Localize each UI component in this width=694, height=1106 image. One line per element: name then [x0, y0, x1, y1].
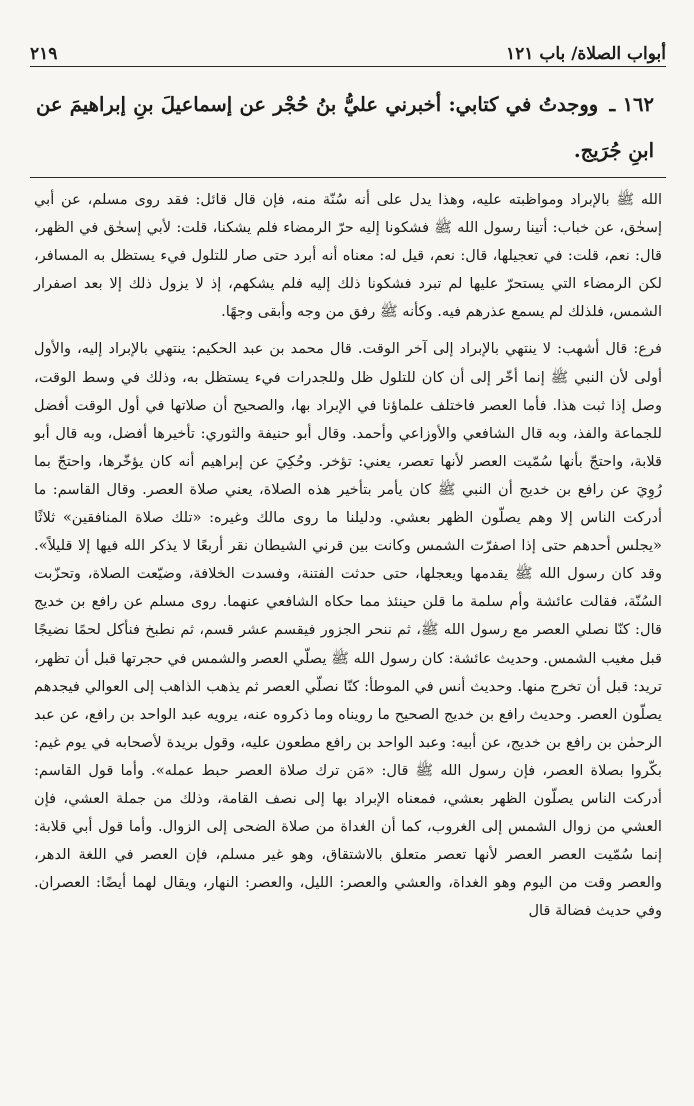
- commentary-paragraph-1: الله ﷺ بالإبراد ومواظبته عليه، وهذا يدل على أنه سُنّة منه، فإن قال قائل: فقد روى مسلم، عن أبي إسحٰق، عن خباب: أتينا رسول الله ﷺ فشكونا إليه حرّ الرمضاء فلم يشكنا، قلت: لأبي إسحٰق في الظهر، قال: نعم، قلت: في تعجيلها، قال: نعم، قيل له: معناه أنه أبرد حتى صار للتلول فيء يستظل به المسافر، لكن الرمضاء التي يستحرّ عليها لم تبرد فشكونا ذلك إليه فلم يشكهم، إذ لا يزول ذلك إلا بعد اصفرار الشمس، فلذلك لم يسمع عذرهم فيه. وكأنه ﷺ رفق من وجه وأبقى وجهًا.: [34, 191, 662, 321]
- commentary-divider: [30, 177, 666, 178]
- hadith-text: [36, 82, 654, 174]
- hadith-body: في كتابي: أخبرني عليُّ بنُ حُجْر عن إسماعيلَ بنِ إبراهيمَ عن ابنِ جُرَيج.: [36, 93, 654, 162]
- chapter-title: أبواب الصلاة/ باب ١٢١: [506, 44, 666, 64]
- commentary-paragraph-2-text: قال أشهب: لا ينتهي بالإبراد إلى آخر الوقت. قال محمد بن عبد الحكيم: ينتهي بالإبراد إليه، والأول أولى لأن النبي ﷺ إنما أخّر إلى أن كان للتلول ظل وللجدرات فيء يستظل به، وذلك في وسط الوقت، وصل إذا ثبت هذا. فأما العصر فاختلف علماؤنا في الإبراد بها، والصحيح أن صلاتها في أول الوقت أفضل للجماعة والفذ، وبه قال الشافعي والأوزاعي وأحمد. وقال أبو حنيفة والثوري: تأخيرها أفضل، وبه قال أبو قلابة، واحتجّ بأنها سُمّيت العصر لأنها تعصر، يعني: تؤخر. وحُكِيَ عن إبراهيم أنه كان يؤخّرها، واحتجّ بما رُوِيَ عن رافع بن خديج أن النبي ﷺ كان يأمر بتأخير هذه الصلاة، يعني صلاة العصر. وقال القاسم: ما أدركت الناس إلا وهم يصلّون الظهر بعشي. ودليلنا ما روى مالك وغيره: «تلك صلاة المنافقين» ثلاثًا «يجلس أحدهم حتى إذا اصفرّت الشمس وكانت بين قرني الشيطان نقر أربعًا لا يذكر الله فيها إلا قليلاً». وقد كان رسول الله ﷺ يقدمها ويعجلها، حتى حدثت الفتنة، وفسدت الخلافة، وضيّعت الصلاة، وتحزّبت السُنّة، فقالت عائشة وأم سلمة ما قلن حينئذ مما حكاه الشافعي عنهما. روى مسلم عن رافع بن خديج قال: كنّا نصلي العصر مع رسول الله ﷺ، ثم ننحر الجزور فيقسم عشر قسم، ثم نطبخ فنأكل لحمًا نضيجًا قبل مغيب الشمس. وحديث عائشة: كان رسول الله ﷺ يصلّي العصر والشمس في حجرتها قبل أن تظهر، تريد: قبل أن تخرج منها. وحديث أنس في الموطأ: كنّا نصلّي العصر ثم يذهب الذاهب إلى العوالي فيجدهم يصلّون العصر. وحديث رافع بن خديج الصحيح ما رويناه وما ذكروه عنه، يرويه عبد الواحد بن رافع، عن عبد الرحمٰن بن رافع بن خديج، عن أبيه: وعبد الواحد بن رافع مطعون عليه، وقول بريدة لأصحابه في يوم غيم: بكّروا بصلاة العصر، فإن رسول الله ﷺ قال: «مَن ترك صلاة العصر حبط عمله». وأما قول القاسم: أدركت الناس يصلّون الظهر بعشي، فمعناه الإبراد بها إلى نصف القامة، وذلك من جملة العشي، فإن العشي من زوال الشمس إلى الغروب، كما أن الغداة من صلاة الضحى إلى الزوال. وأما قول أبي قلابة: إنما سُمّيت العصر العصر لأنها تعصر متعلق بالاشتقاق، وهو غير مسلم، فإن العصر في اللغة الدهر، والعصر وقت من اليوم وهو الغداة، والعشي والعصر: الليل، والعصر: النهار، ويقال لهما أيضًا: العصران. وفي حديث فضالة قال: [34, 340, 662, 920]
- far-label: فرع:: [633, 340, 662, 358]
- commentary-paragraph-2: [34, 335, 662, 925]
- hadith-lead-word: ووجدتُ: [538, 93, 599, 116]
- page-number: ٢١٩: [30, 44, 58, 64]
- commentary: [34, 186, 662, 925]
- header-rule: [30, 66, 666, 67]
- running-head: [30, 34, 666, 64]
- hadith-number: ١٦٢ ـ: [609, 93, 654, 116]
